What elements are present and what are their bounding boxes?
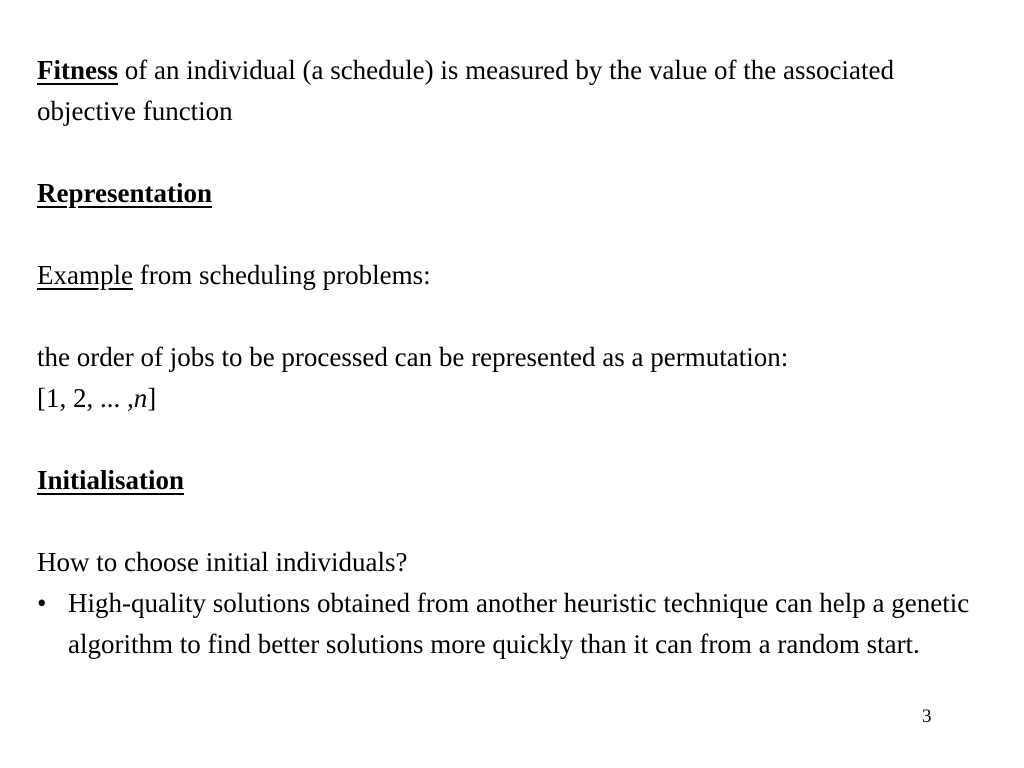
permutation-close: ]: [147, 383, 157, 413]
spacer: [37, 132, 997, 173]
page-number: 3: [922, 706, 932, 727]
order-paragraph: [37, 337, 997, 378]
bullet-text: High-quality solutions obtained from another heuristic technique can help a genetic algorithm to find better solutions more quickly than it can from a random start.: [68, 588, 970, 659]
fitness-term: Fitness: [37, 55, 118, 85]
example-term: Example: [37, 260, 133, 290]
initialisation-heading-paragraph: [37, 460, 997, 501]
example-text: from scheduling problems:: [132, 260, 431, 290]
slide-body: [37, 50, 997, 665]
spacer: [37, 214, 997, 255]
bullet-item: [37, 583, 997, 665]
permutation-line: [37, 378, 997, 419]
example-paragraph: [37, 255, 997, 296]
order-text: the order of jobs to be processed can be represented as a permutation:: [37, 342, 789, 372]
permutation-open: [1, 2, ... ,: [37, 383, 134, 413]
permutation-variable: n: [133, 383, 148, 413]
spacer: [37, 419, 997, 460]
spacer: [37, 501, 997, 542]
initialisation-heading: Initialisation: [37, 465, 185, 495]
fitness-paragraph: [37, 50, 997, 132]
representation-heading: Representation: [37, 178, 212, 208]
fitness-text: of an individual (a schedule) is measured by the value of the associated objective function: [37, 55, 894, 126]
bullet-icon: •: [37, 588, 47, 618]
initialisation-question: How to choose initial individuals?: [37, 547, 408, 577]
representation-heading-paragraph: [37, 173, 997, 214]
spacer: [37, 296, 997, 337]
